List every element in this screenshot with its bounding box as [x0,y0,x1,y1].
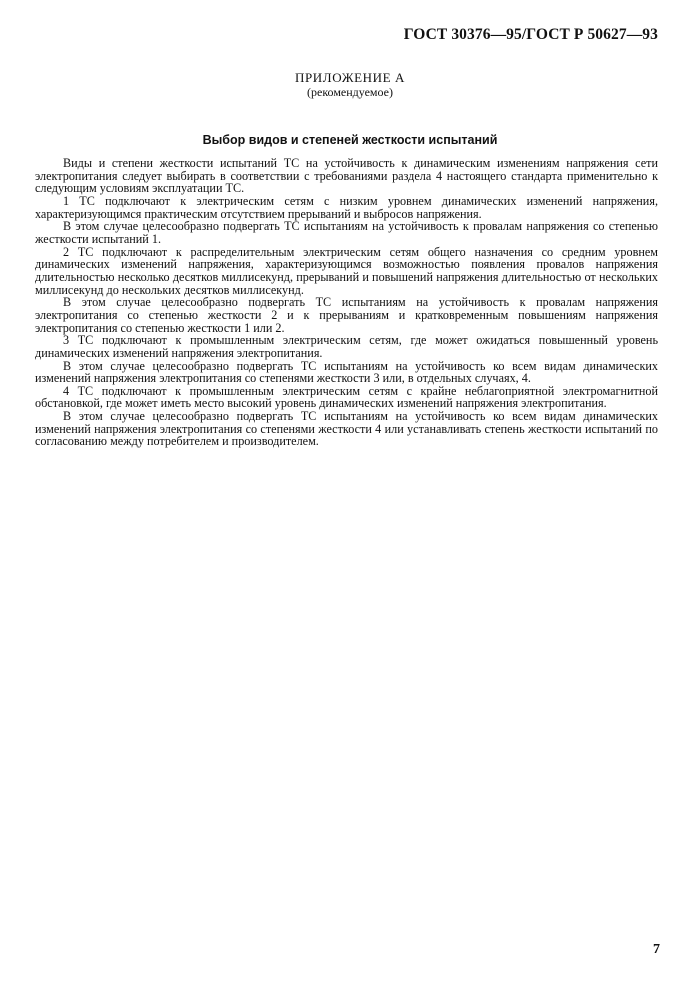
document-code-header: ГОСТ 30376—95/ГОСТ Р 50627—93 [403,26,658,43]
paragraph-condition-2: 2 ТС подключают к распределительным электрическим сетям общего назначения со средним уровнем динамических изменений напряжения, характеризующимся возможностью появления провалов напряжения длительностью несколько десятков миллисекунд, прерываний и повышений напряжения длительностью от нескольких миллисекунд до нескольких десятков миллисекунд. [35,244,658,297]
paragraph-condition-1: 1 ТС подключают к электрическим сетям с низким уровнем динамических изменений напряжения, характеризующимся практическим отсутствием прерываний и выбросов напряжения. [35,193,658,221]
paragraph-recommendation-3: В этом случае целесообразно подвергать ТС испытаниям на устойчивость ко всем видам динамических изменений напряжения электропитания со степенями жесткости 3 или, в отдельных случаях, 4. [35,358,658,386]
appendix-title: ПРИЛОЖЕНИЕ А [294,70,406,85]
paragraph-condition-3: 3 ТС подключают к промышленным электрическим сетям, где может ожидаться повышенный уровень динамических изменений напряжения электропитания. [35,333,658,360]
paragraph-recommendation-4: В этом случае целесообразно подвергать ТС испытаниям на устойчивость ко всем видам динамических изменений напряжения электропитания со степенями жесткости 4 или устанавливать степень жесткости испытаний по согласованию между потребителем и производителем. [35,409,658,449]
page-number: 7 [653,942,660,957]
appendix-subtitle: (рекомендуемое) [307,85,393,99]
body-text [35,157,658,448]
section-title: Выбор видов и степеней жесткости испытаний [202,133,498,147]
paragraph-recommendation-1: В этом случае целесообразно подвергать ТС испытаниям на устойчивость к провалам напряжения со степенью жесткости испытаний 1. [35,219,658,246]
paragraph-condition-4: 4 ТС подключают к промышленным электрическим сетям с крайне неблагоприятной электромагнитной обстановкой, где может иметь место высокий уровень динамических изменений напряжения электропитания. [35,383,658,411]
paragraph-intro: Виды и степени жесткости испытаний ТС на устойчивость к динамическим изменениям напряжения сети электропитания следует выбирать в соответствии с требованиями раздела 4 настоящего стандарта применительно к следующим условиям эксплуатации ТС. [35,156,658,196]
paragraph-recommendation-2: В этом случае целесообразно подвергать ТС испытаниям на устойчивость к провалам напряжения электропитания со степенью жесткости 2 и к прерываниям и кратковременным повышениям напряжения электропитания со степенью жесткости 1 или 2. [35,295,658,335]
